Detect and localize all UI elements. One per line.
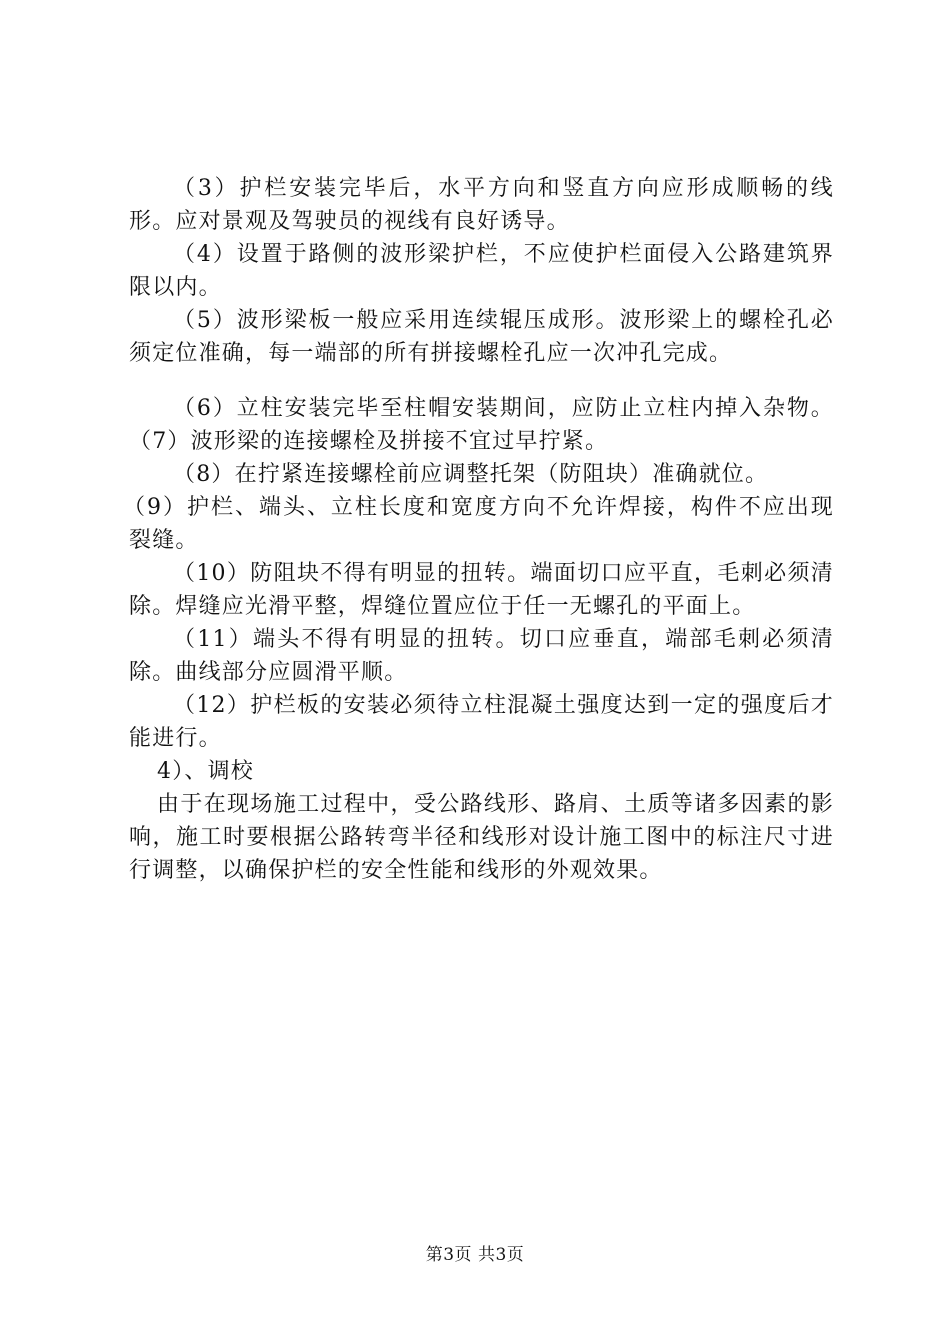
paragraph-5: （5）波形梁板一般应采用连续辊压成形。波形梁上的螺栓孔必须定位准确，每一端部的所有拼接螺栓孔应一次冲孔完成。 bbox=[129, 308, 834, 366]
paragraph-3: （3）护栏安装完毕后，水平方向和竖直方向应形成顺畅的线形。应对景观及驾驶员的视线有良好诱导。 bbox=[129, 176, 834, 234]
paragraph-calibration: 由于在现场施工过程中，受公路线形、路肩、土质等诸多因素的影响，施工时要根据公路转弯半径和线形对设计施工图中的标注尺寸进行调整，以确保护栏的安全性能和线形的外观效果。 bbox=[129, 792, 834, 883]
paragraph-8: （8）在拧紧连接螺栓前应调整托架（防阻块）准确就位。 bbox=[173, 462, 769, 487]
paragraph-4: （4）设置于路侧的波形梁护栏，不应使护栏面侵入公路建筑界限以内。 bbox=[129, 242, 834, 300]
paragraph-12: （12）护栏板的安装必须待立柱混凝土强度达到一定的强度后才能进行。 bbox=[129, 693, 834, 751]
paragraph-6-7: （6）立柱安装完毕至柱帽安装期间，应防止立柱内掉入杂物。（7）波形梁的连接螺栓及拼接不宜过早拧紧。 bbox=[129, 396, 834, 454]
paragraph-10: （10）防阻块不得有明显的扭转。端面切口应平直，毛刺必须清除。焊缝应光滑平整，焊缝位置应位于任一无螺孔的平面上。 bbox=[129, 561, 834, 619]
paragraph-11: （11）端头不得有明显的扭转。切口应垂直，端部毛刺必须清除。曲线部分应圆滑平顺。 bbox=[129, 627, 834, 685]
paragraph-9: （9）护栏、端头、立柱长度和宽度方向不允许焊接，构件不应出现裂缝。 bbox=[123, 495, 834, 553]
document-body bbox=[123, 172, 834, 887]
section-heading-calibration: 4）、调校 bbox=[157, 759, 254, 784]
page-footer: 第3页 共3页 bbox=[425, 1245, 525, 1265]
